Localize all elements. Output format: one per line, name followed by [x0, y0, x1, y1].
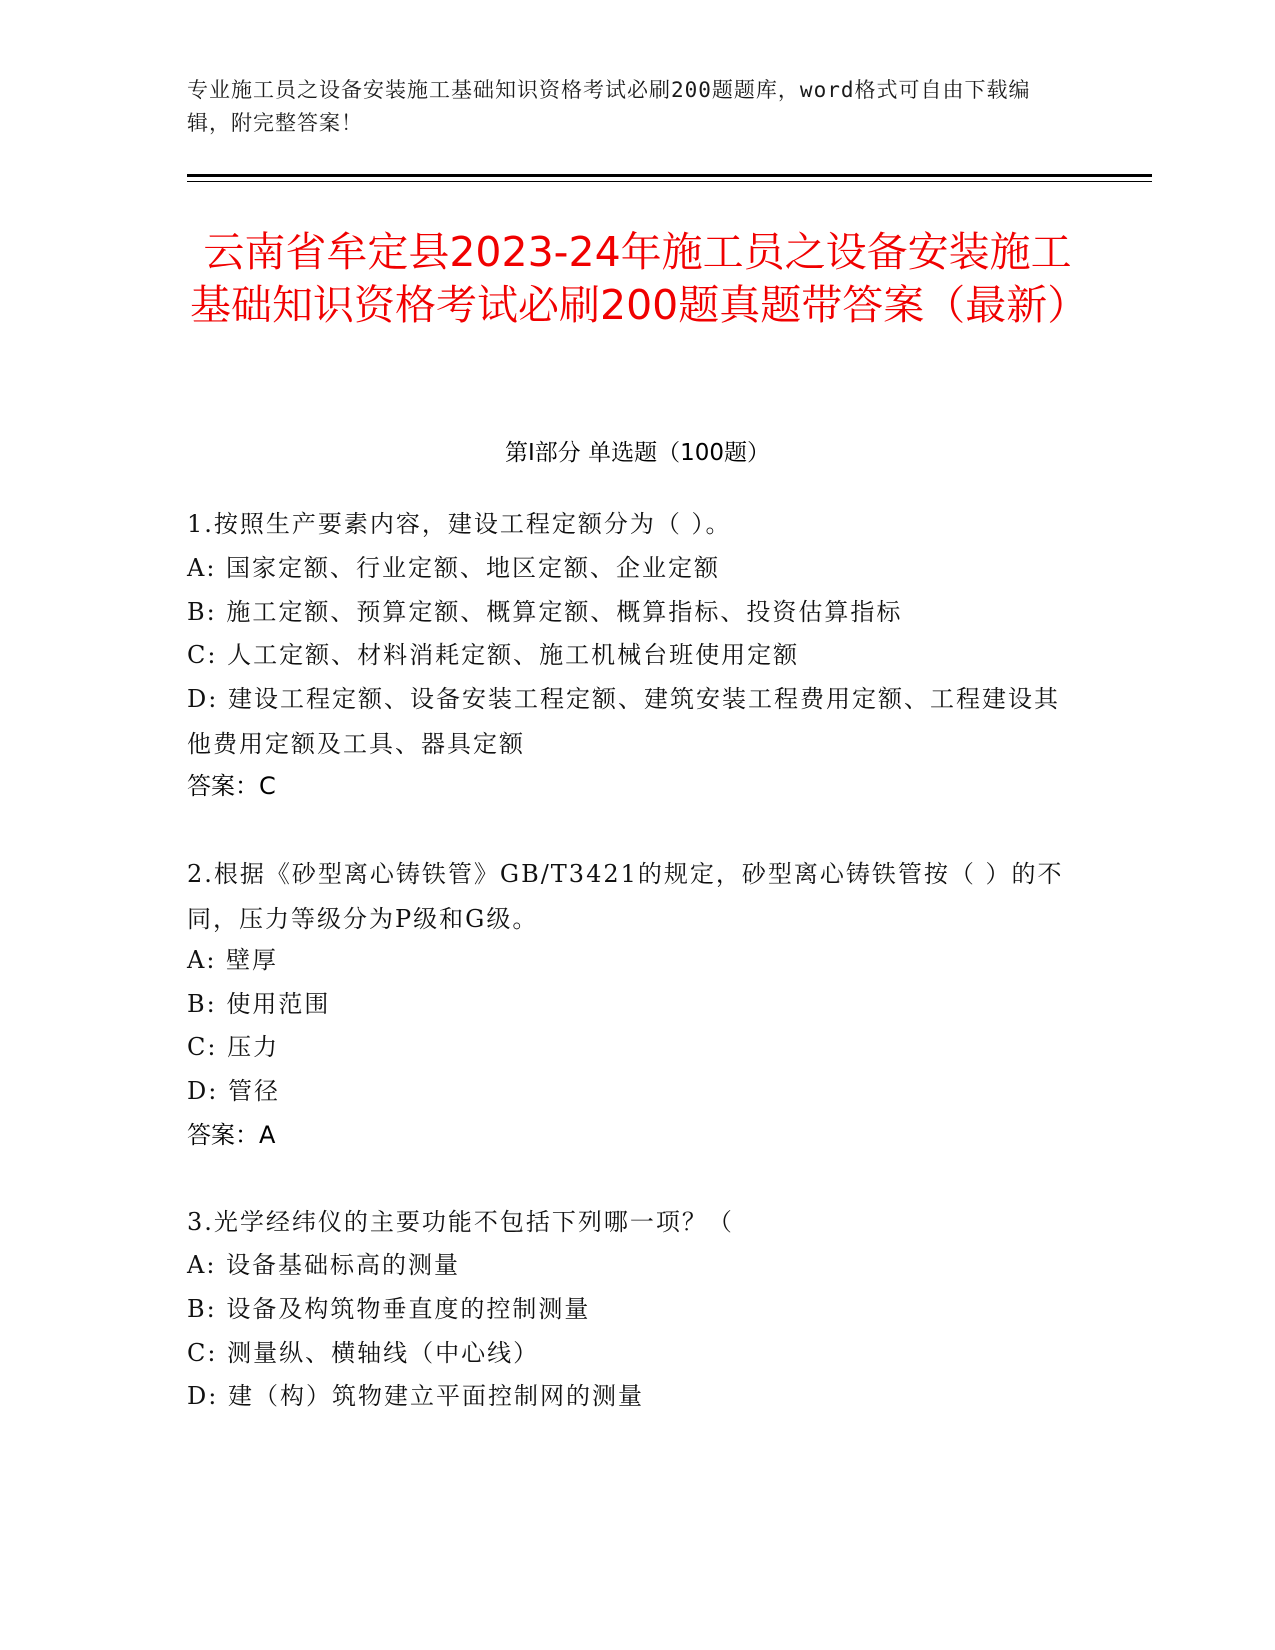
- question-option: C: 人工定额、材料消耗定额、施工机械台班使用定额: [187, 641, 800, 669]
- answer-label: 答案：C: [187, 772, 276, 800]
- question-option: C: 压力: [187, 1033, 280, 1061]
- answer-label: 答案：A: [187, 1121, 276, 1149]
- document-title: 云南省牟定县2023-24年施工员之设备安装施工基础知识资格考试必刷200题真题带答案（最新）: [190, 228, 1089, 329]
- question-option: D: 建设工程定额、设备安装工程定额、建筑安装工程费用定额、工程建设其他费用定额及工具、器具定额: [187, 685, 1060, 758]
- question-option: A: 国家定额、行业定额、地区定额、企业定额: [187, 554, 721, 582]
- header-divider-thick: [187, 174, 1152, 177]
- question-option: A: 壁厚: [187, 946, 279, 974]
- question-stem: 2.根据《砂型离心铸铁管》GB/T3421的规定，砂型离心铸铁管按（ ）的不同，压力等级分为P级和G级。: [187, 860, 1064, 933]
- question-option: B: 施工定额、预算定额、概算定额、概算指标、投资估算指标: [187, 598, 903, 626]
- header-note: 专业施工员之设备安装施工基础知识资格考试必刷200题题库，word格式可自由下载编辑，附完整答案！: [187, 78, 1031, 135]
- question-option: A: 设备基础标高的测量: [187, 1251, 461, 1279]
- question-option: B: 使用范围: [187, 990, 331, 1018]
- question-option: B: 设备及构筑物垂直度的控制测量: [187, 1295, 591, 1323]
- header-divider-thin: [187, 181, 1152, 182]
- question-option: D: 建（构）筑物建立平面控制网的测量: [187, 1382, 644, 1410]
- question-option: D: 管径: [187, 1077, 280, 1105]
- question-stem: 3.光学经纬仪的主要功能不包括下列哪一项？（: [187, 1208, 734, 1236]
- question-option: C: 测量纵、横轴线（中心线）: [187, 1339, 540, 1367]
- section-heading: 第Ⅰ部分 单选题（100题）: [505, 440, 770, 466]
- question-stem: 1.按照生产要素内容，建设工程定额分为（ ）。: [187, 510, 732, 538]
